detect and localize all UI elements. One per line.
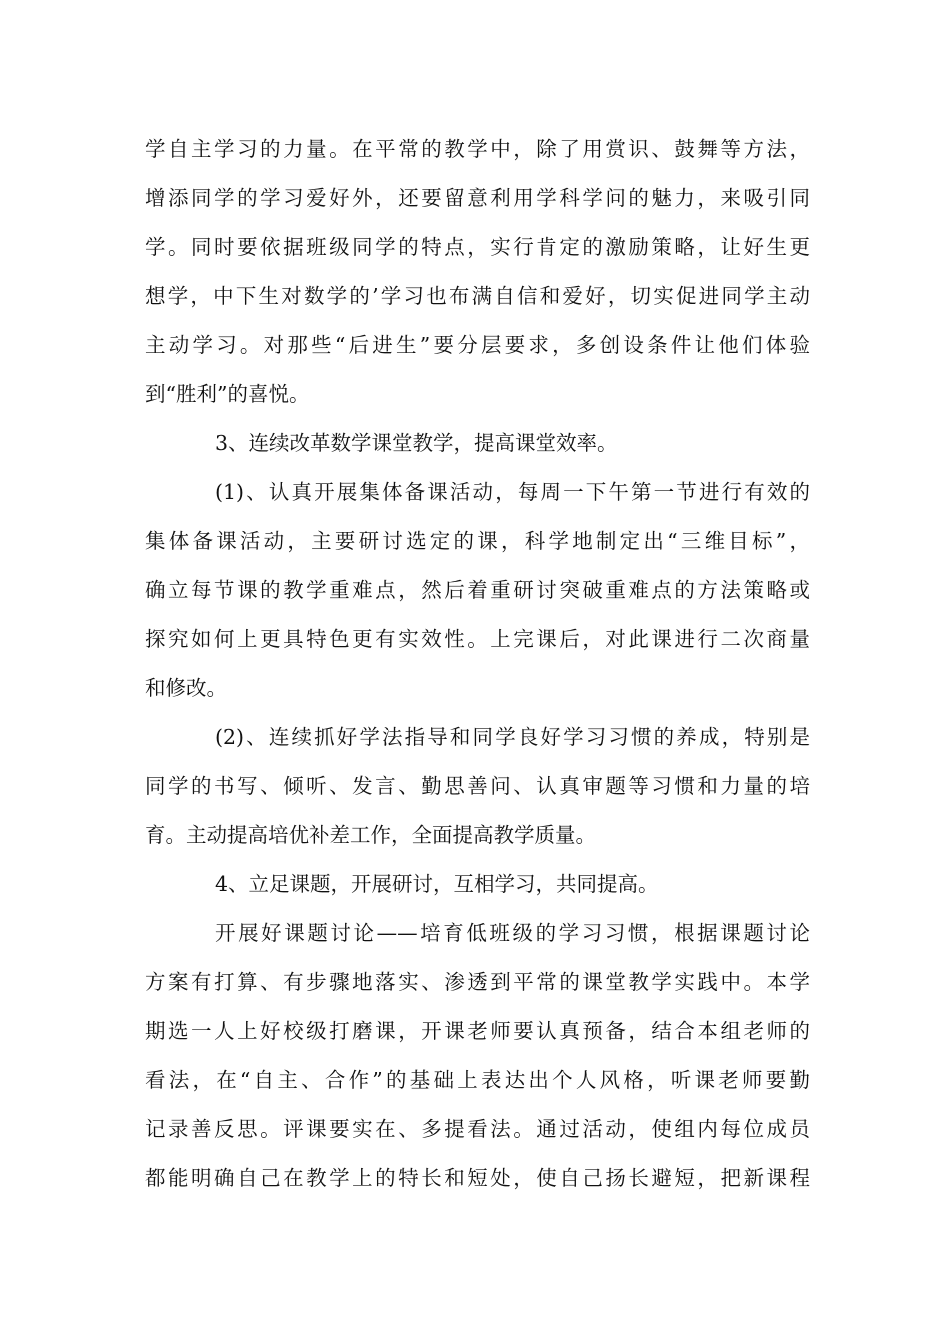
text-line: 育。主动提高培优补差工作，全面提高教学质量。 bbox=[145, 823, 596, 847]
text-line: 增添同学的学习爱好外，还要留意利用学科学问的魅力，来吸引同 bbox=[145, 186, 810, 210]
text-line: 集体备课活动，主要研讨选定的课，科学地制定出“三维目标”， bbox=[145, 529, 810, 553]
body-text bbox=[145, 125, 810, 1203]
text-line: 和修改。 bbox=[145, 676, 227, 700]
text-line: 同学的书写、倾听、发言、勤思善问、认真审题等习惯和力量的培 bbox=[145, 774, 810, 798]
text-line: 看法，在“自主、合作”的基础上表达出个人风格，听课老师要勤 bbox=[145, 1068, 810, 1092]
text-line: 开展好课题讨论——培育低班级的学习习惯，根据课题讨论 bbox=[215, 921, 810, 945]
text-line: 主动学习。对那些“后进生”要分层要求，多创设条件让他们体验 bbox=[145, 333, 810, 357]
text-line: 期选一人上好校级打磨课，开课老师要认真预备，结合本组老师的 bbox=[145, 1019, 810, 1043]
text-line: 想学，中下生对数学的’学习也布满自信和爱好，切实促进同学主动 bbox=[145, 284, 810, 308]
text-line: 都能明确自己在教学上的特长和短处，使自己扬长避短，把新课程 bbox=[145, 1166, 810, 1190]
text-line: (1)、认真开展集体备课活动，每周一下午第一节进行有效的 bbox=[215, 480, 810, 504]
text-line: 方案有打算、有步骤地落实、渗透到平常的课堂教学实践中。本学 bbox=[145, 970, 810, 994]
text-line: 确立每节课的教学重难点，然后着重研讨突破重难点的方法策略或 bbox=[145, 578, 810, 602]
text-line: 记录善反思。评课要实在、多提看法。通过活动，使组内每位成员 bbox=[145, 1117, 810, 1141]
text-line: (2)、连续抓好学法指导和同学良好学习习惯的养成，特别是 bbox=[215, 725, 810, 749]
text-line: 到“胜利”的喜悦。 bbox=[145, 382, 310, 406]
text-line: 探究如何上更具特色更有实效性。上完课后，对此课进行二次商量 bbox=[145, 627, 810, 651]
section-heading: 4、立足课题，开展研讨，互相学习，共同提高。 bbox=[215, 872, 659, 896]
text-line: 学自主学习的力量。在平常的教学中，除了用赏识、鼓舞等方法， bbox=[145, 137, 810, 161]
section-heading: 3、连续改革数学课堂教学，提高课堂效率。 bbox=[215, 431, 618, 455]
text-line: 学。同时要依据班级同学的特点，实行肯定的激励策略，让好生更 bbox=[145, 235, 810, 259]
